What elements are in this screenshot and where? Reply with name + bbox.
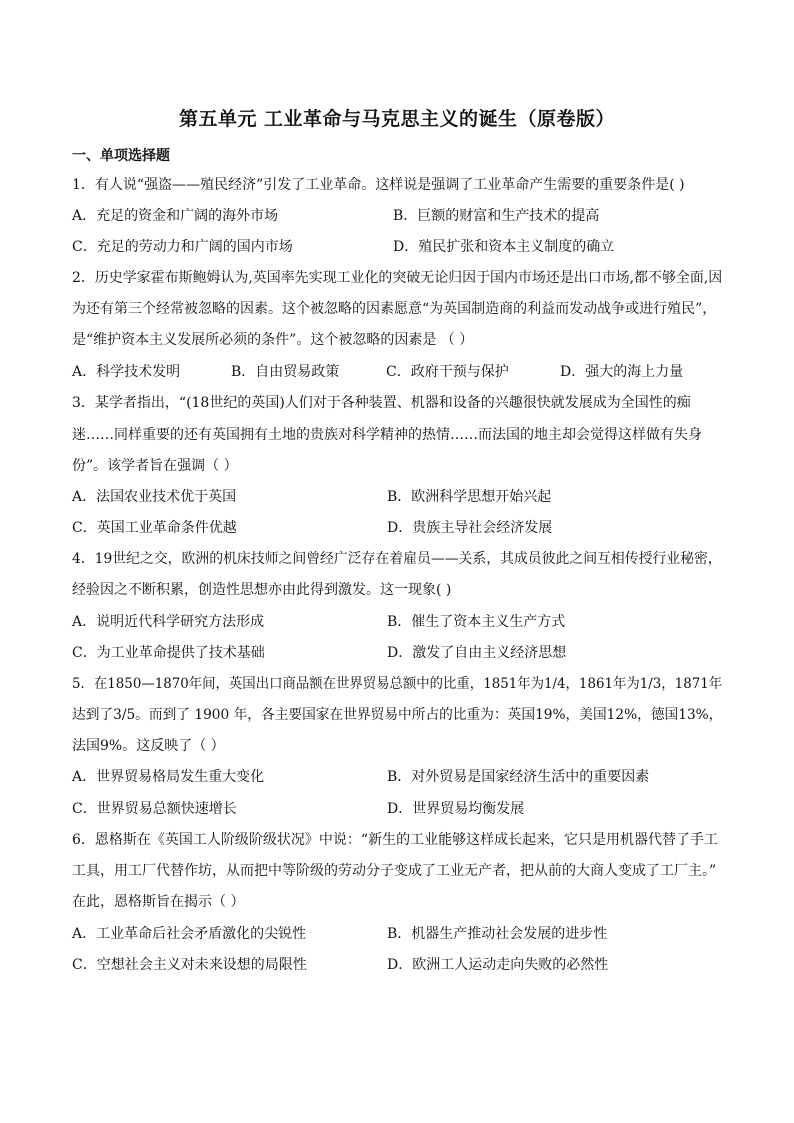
q6-option-d: D．欧洲工人运动走向失败的必然性 xyxy=(387,957,609,973)
q3-stem-line-1: 3．某学者指出，“(18世纪的英国)人们对于各种装置、机器和设备的兴趣很快就发展成为全国性的痴 xyxy=(72,395,691,411)
q2-option-b: B．自由贸易政策 xyxy=(231,364,340,380)
q2-stem-line-3: 是“维护资本主义发展所必须的条件”。这个被忽略的因素是 （ ） xyxy=(72,332,474,348)
q3-option-c: C．英国工业革命条件优越 xyxy=(72,520,237,536)
q1-stem-line-1: 1．有人说“强盗——殖民经济”引发了工业革命。这样说是强调了工业革命产生需要的重要条件是( ) xyxy=(72,177,685,193)
q6-option-c: C．空想社会主义对未来设想的局限性 xyxy=(72,957,307,973)
q2-stem-line-1: 2．历史学家霍布斯鲍姆认为,英国率先实现工业化的突破无论归因于国内市场还是出口市场,都不够全面,因 xyxy=(72,270,723,286)
section-heading: 一、单项选择题 xyxy=(72,148,170,164)
q2-option-d: D．强大的海上力量 xyxy=(560,364,684,380)
q1-option-a: A．充足的资金和广阔的海外市场 xyxy=(72,208,279,224)
q5-option-a: A．世界贸易格局发生重大变化 xyxy=(72,769,265,785)
q6-stem-line-2: 工具，用工厂代替作坊，从而把中等阶级的劳动分子变成了工业无产者，把从前的大商人变成了工厂主。” xyxy=(72,863,717,879)
q4-option-d: D．激发了自由主义经济思想 xyxy=(387,645,567,661)
q2-option-c: C．政府干预与保护 xyxy=(386,364,509,380)
q1-option-c: C．充足的劳动力和广阔的国内市场 xyxy=(72,239,293,255)
q5-option-c: C．世界贸易总额快速增长 xyxy=(72,801,237,817)
page-title: 第五单元 工业革命与马克思主义的诞生（原卷版） xyxy=(178,108,616,130)
q6-option-b: B．机器生产推动社会发展的进步性 xyxy=(387,926,608,942)
q6-stem-line-1: 6．恩格斯在《英国工人阶级阶级状况》中说：“新生的工业能够这样成长起来，它只是用机器代替了手工 xyxy=(72,832,719,848)
q4-stem-line-1: 4．19世纪之交，欧洲的机床技师之间曾经广泛存在着雇员——关系，其成员彼此之间互相传授行业秘密， xyxy=(72,551,722,567)
q3-option-b: B．欧洲科学思想开始兴起 xyxy=(387,489,552,505)
q3-option-a: A．法国农业技术优于英国 xyxy=(72,489,237,505)
q1-option-b: B．巨额的财富和生产技术的提高 xyxy=(393,208,600,224)
q5-stem-line-1: 5．在1850—1870年间，英国出口商品额在世界贸易总额中的比重，1851年为1/4，1861年为1/3，1871年 xyxy=(72,676,723,692)
q5-option-d: D．世界贸易均衡发展 xyxy=(387,801,525,817)
q1-option-d: D．殖民扩张和资本主义制度的确立 xyxy=(393,239,615,255)
q4-option-c: C．为工业革命提供了技术基础 xyxy=(72,645,265,661)
q4-stem-line-2: 经验因之不断积累，创造性思想亦由此得到激发。这一现象( ) xyxy=(72,582,452,598)
q2-stem-line-2: 为还有第三个经常被忽略的因素。这个被忽略的因素愿意“为英国制造商的利益而发动战争或进行殖民”， xyxy=(72,301,717,317)
q5-stem-line-2: 达到了3/5。而到了 1900 年，各主要国家在世界贸易中所占的比重为：英国19%，美国12%，德国13%， xyxy=(72,707,723,723)
q3-stem-line-2: 迷……同样重要的还有英国拥有土地的贵族对科学精神的热情……而法国的地主却会觉得这样做有失身 xyxy=(72,427,702,443)
q4-option-a: A．说明近代科学研究方法形成 xyxy=(72,614,265,630)
q6-stem-line-3: 在此，恩格斯旨在揭示（ ） xyxy=(72,894,245,910)
q6-option-a: A．工业革命后社会矛盾激化的尖锐性 xyxy=(72,926,307,942)
q3-option-d: D．贵族主导社会经济发展 xyxy=(387,520,553,536)
q4-option-b: B．催生了资本主义生产方式 xyxy=(387,614,566,630)
q2-option-a: A．科学技术发明 xyxy=(72,364,181,380)
q5-stem-line-3: 法国9%。这反映了（ ） xyxy=(72,738,225,754)
q3-stem-line-3: 份”。该学者旨在强调（ ） xyxy=(72,458,238,474)
q5-option-b: B．对外贸易是国家经济生活中的重要因素 xyxy=(387,769,650,785)
